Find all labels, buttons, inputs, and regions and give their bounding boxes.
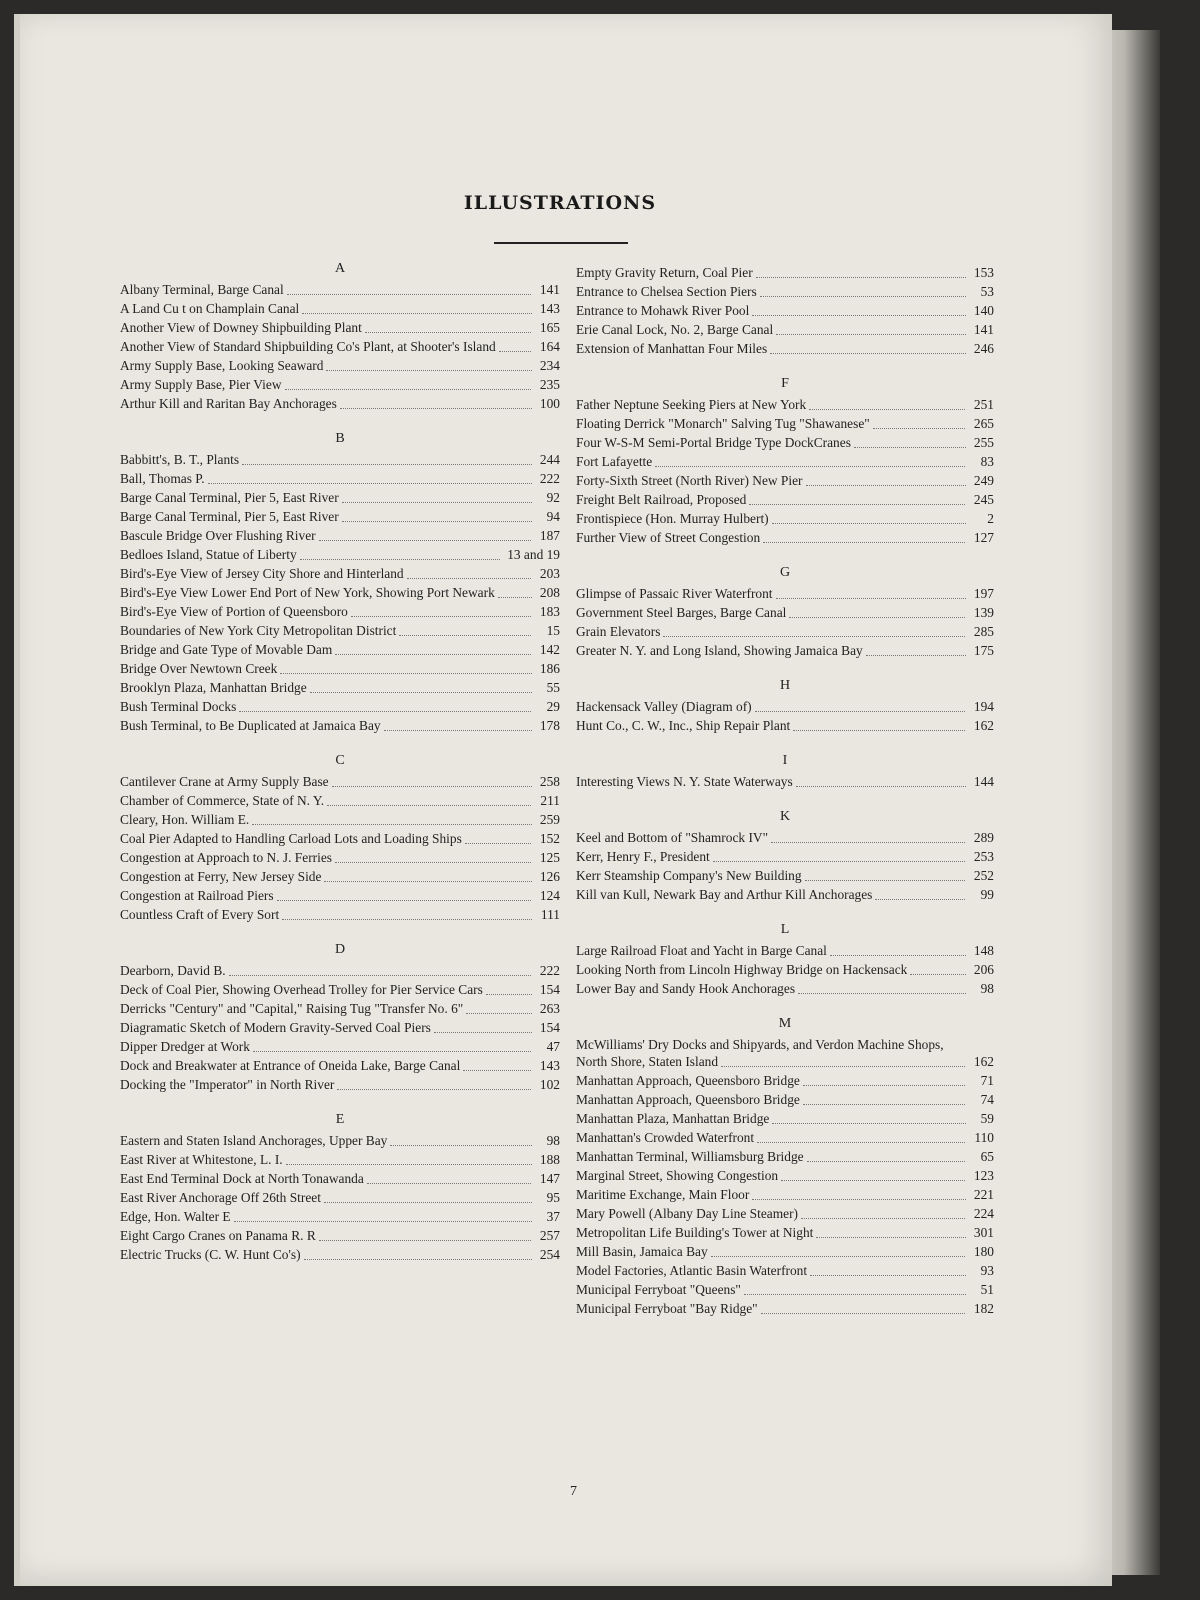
entry-title: Another View of Downey Shipbuilding Plant xyxy=(120,319,532,336)
entry-page-number: 99 xyxy=(980,887,994,902)
section-letter: H xyxy=(779,678,791,693)
index-entry xyxy=(576,302,994,319)
entry-title: Kerr Steamship Company's New Building xyxy=(576,867,966,884)
entry-page-number: 254 xyxy=(539,1247,560,1262)
entry-page-number: 51 xyxy=(980,1282,994,1297)
entry-page-number: 206 xyxy=(973,962,994,977)
entry-title: Eight Cargo Cranes on Panama R. R xyxy=(120,1227,532,1244)
index-entry xyxy=(120,565,560,582)
entry-title: East River at Whitestone, L. I. xyxy=(120,1151,532,1168)
index-entry xyxy=(120,1170,560,1187)
entry-title: Edge, Hon. Walter E xyxy=(120,1208,532,1225)
index-section xyxy=(576,264,994,357)
page-number: 7 xyxy=(570,1484,577,1499)
entry-page-number: 127 xyxy=(973,530,994,545)
entry-title: Erie Canal Lock, No. 2, Barge Canal xyxy=(576,321,966,338)
index-entry xyxy=(120,1227,560,1244)
entry-page-number: 74 xyxy=(980,1092,994,1107)
index-entry xyxy=(576,886,994,903)
entry-title: Keel and Bottom of "Shamrock IV" xyxy=(576,829,966,846)
index-entry xyxy=(576,1036,994,1070)
index-entry xyxy=(120,395,560,412)
index-entry xyxy=(576,604,994,621)
entry-title: Municipal Ferryboat "Queens" xyxy=(576,1281,966,1298)
index-entry xyxy=(120,300,560,317)
index-entry xyxy=(576,1281,994,1298)
entry-title: Boundaries of New York City Metropolitan District xyxy=(120,622,532,639)
entry-page-number: 140 xyxy=(973,303,994,318)
index-entry xyxy=(120,622,560,639)
index-entry xyxy=(120,811,560,828)
index-entry xyxy=(120,906,560,923)
entry-page-number: 259 xyxy=(539,812,560,827)
entry-page-number: 15 xyxy=(546,623,560,638)
entry-title: Government Steel Barges, Barge Canal xyxy=(576,604,966,621)
entry-page-number: 203 xyxy=(539,566,560,581)
index-entry xyxy=(576,1243,994,1260)
index-entry xyxy=(120,376,560,393)
entry-page-number: 143 xyxy=(539,301,560,316)
entry-title: Fort Lafayette xyxy=(576,453,966,470)
index-entry xyxy=(120,792,560,809)
entry-page-number: 59 xyxy=(980,1111,994,1126)
entry-title: Further View of Street Congestion xyxy=(576,529,966,546)
entry-title: Floating Derrick "Monarch" Salving Tug "Shawanese" xyxy=(576,415,966,432)
index-entry xyxy=(576,623,994,640)
entry-page-number: 245 xyxy=(973,492,994,507)
entry-title: Empty Gravity Return, Coal Pier xyxy=(576,264,966,281)
entry-title: Forty-Sixth Street (North River) New Pier xyxy=(576,472,966,489)
entry-page-number: 222 xyxy=(539,471,560,486)
index-entry xyxy=(120,641,560,658)
index-entry xyxy=(576,453,994,470)
entry-page-number: 141 xyxy=(539,282,560,297)
index-entry xyxy=(120,717,560,734)
index-entry xyxy=(576,717,994,734)
entry-title: Bridge and Gate Type of Movable Dam xyxy=(120,641,532,658)
index-entry xyxy=(576,340,994,357)
index-entry xyxy=(576,264,994,281)
entry-page-number: 65 xyxy=(980,1149,994,1164)
index-entry xyxy=(576,434,994,451)
entry-title: Municipal Ferryboat "Bay Ridge" xyxy=(576,1300,966,1317)
entry-title: Maritime Exchange, Main Floor xyxy=(576,1186,966,1203)
index-entry xyxy=(576,698,994,715)
entry-page-number: 162 xyxy=(973,718,994,733)
entry-page-number: 141 xyxy=(973,322,994,337)
entry-title: Manhattan Approach, Queensboro Bridge xyxy=(576,1072,966,1089)
entry-page-number: 197 xyxy=(973,586,994,601)
index-section xyxy=(576,564,994,659)
index-entry xyxy=(576,1148,994,1165)
entry-page-number: 253 xyxy=(973,849,994,864)
index-section xyxy=(120,941,560,1093)
index-section xyxy=(576,375,994,546)
entry-page-number: 289 xyxy=(973,830,994,845)
index-entry xyxy=(120,1000,560,1017)
index-section xyxy=(120,1111,560,1263)
entry-page-number: 142 xyxy=(539,642,560,657)
index-entry xyxy=(120,1246,560,1263)
index-entry xyxy=(120,887,560,904)
section-letter: G xyxy=(779,565,791,580)
index-entry xyxy=(576,1129,994,1146)
index-section xyxy=(576,677,994,734)
entry-page-number: 126 xyxy=(539,869,560,884)
entry-page-number: 208 xyxy=(539,585,560,600)
index-entry xyxy=(576,848,994,865)
entry-title: Model Factories, Atlantic Basin Waterfront xyxy=(576,1262,966,1279)
entry-page-number: 110 xyxy=(974,1130,994,1145)
index-entry xyxy=(576,585,994,602)
index-entry xyxy=(120,1208,560,1225)
index-entry xyxy=(576,867,994,884)
entry-page-number: 37 xyxy=(546,1209,560,1224)
entry-title: Kerr, Henry F., President xyxy=(576,848,966,865)
entry-page-number: 165 xyxy=(539,320,560,335)
entry-page-number: 186 xyxy=(539,661,560,676)
section-letter: C xyxy=(335,753,345,768)
entry-title: Father Neptune Seeking Piers at New York xyxy=(576,396,966,413)
entry-title: Entrance to Mohawk River Pool xyxy=(576,302,966,319)
index-entry xyxy=(120,470,560,487)
entry-title: Derricks "Century" and "Capital," Raising Tug "Transfer No. 6" xyxy=(120,1000,532,1017)
entry-page-number: 188 xyxy=(539,1152,560,1167)
index-column-right xyxy=(576,264,994,1335)
index-entry xyxy=(576,1110,994,1127)
entry-title: Chamber of Commerce, State of N. Y. xyxy=(120,792,532,809)
entry-title: Metropolitan Life Building's Tower at Night xyxy=(576,1224,966,1241)
entry-title: Entrance to Chelsea Section Piers xyxy=(576,283,966,300)
entry-page-number: 252 xyxy=(973,868,994,883)
entry-title: Bird's-Eye View of Jersey City Shore and Hinterland xyxy=(120,565,532,582)
entry-title: Eastern and Staten Island Anchorages, Upper Bay xyxy=(120,1132,532,1149)
entry-title: Four W-S-M Semi-Portal Bridge Type DockCranes xyxy=(576,434,966,451)
entry-page-number: 123 xyxy=(973,1168,994,1183)
entry-page-number: 147 xyxy=(539,1171,560,1186)
entry-page-number: 95 xyxy=(546,1190,560,1205)
entry-page-number: 53 xyxy=(980,284,994,299)
index-entry xyxy=(576,529,994,546)
page-title: ILLUSTRATIONS xyxy=(463,192,657,214)
entry-title: Greater N. Y. and Long Island, Showing Jamaica Bay xyxy=(576,642,966,659)
index-entry xyxy=(120,1057,560,1074)
entry-page-number: 235 xyxy=(539,377,560,392)
entry-page-number: 182 xyxy=(973,1301,994,1316)
entry-title: Albany Terminal, Barge Canal xyxy=(120,281,532,298)
entry-title: Dipper Dredger at Work xyxy=(120,1038,532,1055)
entry-page-number: 47 xyxy=(546,1039,560,1054)
index-entry xyxy=(120,868,560,885)
entry-page-number: 211 xyxy=(540,793,560,808)
entry-title: Marginal Street, Showing Congestion xyxy=(576,1167,966,1184)
entry-page-number: 55 xyxy=(546,680,560,695)
entry-page-number: 143 xyxy=(539,1058,560,1073)
index-section xyxy=(120,260,560,412)
entry-page-number: 111 xyxy=(540,907,560,922)
entry-title: Barge Canal Terminal, Pier 5, East River xyxy=(120,489,532,506)
index-entry xyxy=(120,338,560,355)
entry-page-number: 251 xyxy=(973,397,994,412)
index-entry xyxy=(120,1076,560,1093)
entry-page-number: 183 xyxy=(539,604,560,619)
entry-page-number: 162 xyxy=(973,1054,994,1069)
index-entry xyxy=(576,321,994,338)
entry-page-number: 102 xyxy=(539,1077,560,1092)
entry-page-number: 98 xyxy=(980,981,994,996)
entry-title: Army Supply Base, Pier View xyxy=(120,376,532,393)
index-entry xyxy=(576,283,994,300)
entry-page-number: 148 xyxy=(973,943,994,958)
entry-title: Manhattan Approach, Queensboro Bridge xyxy=(576,1091,966,1108)
index-entry xyxy=(120,660,560,677)
entry-page-number: 139 xyxy=(973,605,994,620)
entry-title: Another View of Standard Shipbuilding Co's Plant, at Shooter's Island xyxy=(120,338,532,355)
entry-title: Bridge Over Newtown Creek xyxy=(120,660,532,677)
index-entry xyxy=(576,980,994,997)
section-letter: F xyxy=(781,376,789,391)
entry-title: East End Terminal Dock at North Tonawanda xyxy=(120,1170,532,1187)
entry-title: Bird's-Eye View of Portion of Queensboro xyxy=(120,603,532,620)
index-entry xyxy=(120,319,560,336)
section-letter: I xyxy=(782,753,788,768)
index-entry xyxy=(120,698,560,715)
index-entry xyxy=(120,546,560,563)
section-letter: D xyxy=(334,942,346,957)
entry-page-number: 265 xyxy=(973,416,994,431)
entry-title: Dearborn, David B. xyxy=(120,962,532,979)
index-section xyxy=(120,430,560,734)
entry-title: Congestion at Ferry, New Jersey Side xyxy=(120,868,532,885)
index-entry xyxy=(120,584,560,601)
entry-title: Extension of Manhattan Four Miles xyxy=(576,340,966,357)
entry-page-number: 144 xyxy=(973,774,994,789)
index-entry xyxy=(120,1038,560,1055)
index-entry xyxy=(576,1300,994,1317)
index-entry xyxy=(576,829,994,846)
entry-title: Manhattan's Crowded Waterfront xyxy=(576,1129,966,1146)
entry-page-number: 246 xyxy=(973,341,994,356)
entry-page-number: 92 xyxy=(546,490,560,505)
entry-page-number: 154 xyxy=(539,1020,560,1035)
entry-page-number: 224 xyxy=(973,1206,994,1221)
entry-page-number: 194 xyxy=(973,699,994,714)
index-section xyxy=(576,921,994,997)
section-letter: K xyxy=(779,809,791,824)
index-entry xyxy=(576,942,994,959)
entry-page-number: 154 xyxy=(539,982,560,997)
entry-page-number: 187 xyxy=(539,528,560,543)
index-entry xyxy=(576,1205,994,1222)
entry-page-number: 71 xyxy=(980,1073,994,1088)
entry-page-number: 249 xyxy=(973,473,994,488)
index-entry xyxy=(576,773,994,790)
entry-page-number: 234 xyxy=(539,358,560,373)
index-section xyxy=(120,752,560,923)
index-entry xyxy=(120,1189,560,1206)
index-entry xyxy=(576,1091,994,1108)
entry-page-number: 93 xyxy=(980,1263,994,1278)
section-letter: E xyxy=(335,1112,345,1127)
index-entry xyxy=(576,1262,994,1279)
index-entry xyxy=(120,1019,560,1036)
index-entry xyxy=(120,527,560,544)
index-entry xyxy=(120,1151,560,1168)
entry-page-number: 13 and 19 xyxy=(507,547,560,562)
entry-title: Barge Canal Terminal, Pier 5, East River xyxy=(120,508,532,525)
entry-page-number: 164 xyxy=(539,339,560,354)
index-entry xyxy=(120,679,560,696)
entry-title: Interesting Views N. Y. State Waterways xyxy=(576,773,966,790)
entry-page-number: 83 xyxy=(980,454,994,469)
entry-title: Dock and Breakwater at Entrance of Oneida Lake, Barge Canal xyxy=(120,1057,532,1074)
index-entry xyxy=(576,642,994,659)
entry-title: Babbitt's, B. T., Plants xyxy=(120,451,532,468)
entry-page-number: 2 xyxy=(987,511,994,526)
section-letter: A xyxy=(334,261,346,276)
entry-title: Bird's-Eye View Lower End Port of New York, Showing Port Newark xyxy=(120,584,532,601)
entry-title: Hunt Co., C. W., Inc., Ship Repair Plant xyxy=(576,717,966,734)
entry-title: A Land Cu t on Champlain Canal xyxy=(120,300,532,317)
entry-page-number: 257 xyxy=(539,1228,560,1243)
index-entry xyxy=(120,489,560,506)
index-entry xyxy=(120,962,560,979)
index-section xyxy=(576,808,994,903)
entry-title: Congestion at Railroad Piers xyxy=(120,887,532,904)
index-entry xyxy=(120,508,560,525)
entry-title: Looking North from Lincoln Highway Bridge on Hackensack xyxy=(576,961,966,978)
entry-title: Glimpse of Passaic River Waterfront xyxy=(576,585,966,602)
entry-title: Large Railroad Float and Yacht in Barge Canal xyxy=(576,942,966,959)
entry-title: Army Supply Base, Looking Seaward xyxy=(120,357,532,374)
index-entry xyxy=(120,281,560,298)
entry-title: Grain Elevators xyxy=(576,623,966,640)
entry-page-number: 255 xyxy=(973,435,994,450)
entry-page-number: 180 xyxy=(973,1244,994,1259)
index-entry xyxy=(576,472,994,489)
entry-page-number: 175 xyxy=(973,643,994,658)
index-entry xyxy=(120,773,560,790)
entry-page-number: 124 xyxy=(539,888,560,903)
index-entry xyxy=(576,961,994,978)
entry-page-number: 221 xyxy=(973,1187,994,1202)
entry-page-number: 222 xyxy=(539,963,560,978)
index-entry xyxy=(576,1072,994,1089)
entry-page-number: 285 xyxy=(973,624,994,639)
entry-page-number: 98 xyxy=(546,1133,560,1148)
entry-page-number: 29 xyxy=(546,699,560,714)
section-letter: B xyxy=(335,431,345,446)
entry-title: Countless Craft of Every Sort xyxy=(120,906,532,923)
index-entry xyxy=(120,1132,560,1149)
entry-title: Mary Powell (Albany Day Line Steamer) xyxy=(576,1205,966,1222)
index-entry xyxy=(120,830,560,847)
index-entry xyxy=(576,415,994,432)
index-entry xyxy=(576,396,994,413)
entry-page-number: 125 xyxy=(539,850,560,865)
index-entry xyxy=(576,510,994,527)
entry-page-number: 301 xyxy=(973,1225,994,1240)
entry-title: Hackensack Valley (Diagram of) xyxy=(576,698,966,715)
entry-title: Diagramatic Sketch of Modern Gravity-Served Coal Piers xyxy=(120,1019,532,1036)
index-entry xyxy=(576,1224,994,1241)
entry-page-number: 100 xyxy=(539,396,560,411)
entry-title: Brooklyn Plaza, Manhattan Bridge xyxy=(120,679,532,696)
entry-title: Mill Basin, Jamaica Bay xyxy=(576,1243,966,1260)
entry-page-number: 152 xyxy=(539,831,560,846)
entry-title: Bascule Bridge Over Flushing River xyxy=(120,527,532,544)
entry-title: Lower Bay and Sandy Hook Anchorages xyxy=(576,980,966,997)
entry-title: Freight Belt Railroad, Proposed xyxy=(576,491,966,508)
index-entry xyxy=(120,981,560,998)
entry-title: Manhattan Plaza, Manhattan Bridge xyxy=(576,1110,966,1127)
entry-page-number: 178 xyxy=(539,718,560,733)
entry-title: Manhattan Terminal, Williamsburg Bridge xyxy=(576,1148,966,1165)
section-letter: L xyxy=(780,922,790,937)
index-entry xyxy=(120,849,560,866)
index-column-left xyxy=(120,260,560,1281)
entry-title: Arthur Kill and Raritan Bay Anchorages xyxy=(120,395,532,412)
index-entry xyxy=(576,1167,994,1184)
entry-title: Congestion at Approach to N. J. Ferries xyxy=(120,849,532,866)
index-entry xyxy=(120,603,560,620)
entry-title: East River Anchorage Off 26th Street xyxy=(120,1189,532,1206)
index-section xyxy=(576,752,994,790)
index-entry xyxy=(120,357,560,374)
entry-page-number: 94 xyxy=(546,509,560,524)
entry-title: McWilliams' Dry Docks and Shipyards, and Verdon Machine Shops, North Shore, Staten Island xyxy=(576,1036,966,1070)
entry-title: Ball, Thomas P. xyxy=(120,470,532,487)
title-rule xyxy=(494,242,628,244)
entry-title: Docking the "Imperator" in North River xyxy=(120,1076,532,1093)
index-entry xyxy=(120,451,560,468)
entry-title: Cleary, Hon. William E. xyxy=(120,811,532,828)
entry-title: Bush Terminal, to Be Duplicated at Jamaica Bay xyxy=(120,717,532,734)
section-letter: M xyxy=(778,1016,792,1031)
entry-title: Bedloes Island, Statue of Liberty xyxy=(120,546,501,563)
entry-page-number: 244 xyxy=(539,452,560,467)
entry-title: Deck of Coal Pier, Showing Overhead Trolley for Pier Service Cars xyxy=(120,981,532,998)
entry-title: Bush Terminal Docks xyxy=(120,698,532,715)
entry-page-number: 153 xyxy=(973,265,994,280)
entry-title: Cantilever Crane at Army Supply Base xyxy=(120,773,532,790)
entry-page-number: 258 xyxy=(539,774,560,789)
index-entry xyxy=(576,491,994,508)
entry-title: Electric Trucks (C. W. Hunt Co's) xyxy=(120,1246,532,1263)
entry-title: Coal Pier Adapted to Handling Carload Lots and Loading Ships xyxy=(120,830,532,847)
index-section xyxy=(576,1015,994,1317)
entry-page-number: 263 xyxy=(539,1001,560,1016)
entry-title: Kill van Kull, Newark Bay and Arthur Kill Anchorages xyxy=(576,886,966,903)
index-entry xyxy=(576,1186,994,1203)
entry-title: Frontispiece (Hon. Murray Hulbert) xyxy=(576,510,966,527)
